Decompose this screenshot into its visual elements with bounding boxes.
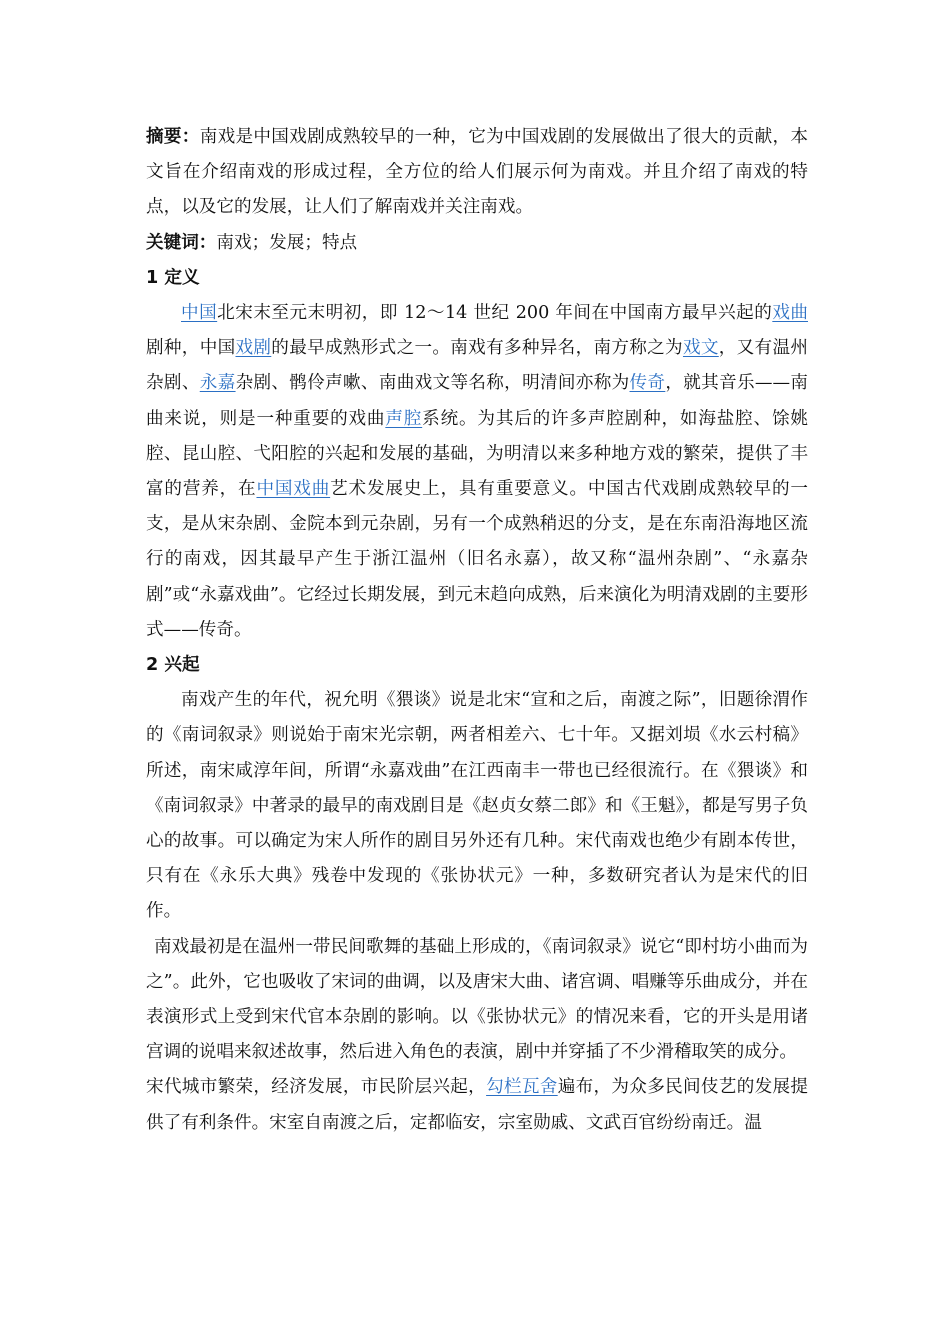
text-run: 宋代城市繁荣，经济发展，市民阶层兴起， <box>146 1077 487 1098</box>
section-2-heading: 2 兴起 <box>146 655 200 676</box>
text-run: 剧种，中国 <box>146 338 236 359</box>
link-zhongguo-xiqu[interactable]: 中国戏曲 <box>256 479 331 500</box>
keywords-text: 南戏；发展；特点 <box>216 232 358 253</box>
section-2-paragraph-3 <box>146 1070 808 1140</box>
text-run: 的最早成熟形式之一。南戏有多种异名，南方称之为 <box>271 338 683 359</box>
abstract-label: 摘要： <box>146 127 200 147</box>
text-run: 系统。为其后的许多声腔剧种，如海盐腔、馀姚腔、昆山腔、弋阳腔的兴起和发展的基础，为明清以来多种地方戏的繁荣，提供了丰富的营养，在 <box>146 408 808 500</box>
text-run: 杂剧、鹘伶声嗽、南曲戏文等名称，明清间亦称为 <box>235 373 630 394</box>
section-1-paragraph <box>146 296 808 648</box>
link-xiqu[interactable]: 戏曲 <box>772 303 808 324</box>
section-2-paragraph-2: 南戏最初是在温州一带民间歌舞的基础上形成的，《南词叙录》说它“即村坊小曲而为之”。此外，它也吸收了宋词的曲调，以及唐宋大曲、诸宫调、唱赚等乐曲成分，并在表演形式上受到宋代官本杂剧的影响。以《张协状元》的情况来看，它的开头是用诸宫调的说唱来叙述故事，然后进入角色的表演，剧中并穿插了不少滑稽取笑的成分。 <box>146 936 808 1063</box>
keywords-paragraph <box>146 226 808 261</box>
text-run: ，又有温州杂剧、 <box>146 338 808 394</box>
section-1-heading: 1 定义 <box>146 267 200 288</box>
link-goulan-washe[interactable]: 勾栏瓦舍 <box>486 1077 558 1098</box>
section-2-paragraph-1: 南戏产生的年代，祝允明《猥谈》说是北宋“宣和之后，南渡之际”，旧题徐渭作的《南词叙录》则说始于南宋光宗朝，两者相差六、七十年。又据刘埙《水云村稿》所述，南宋咸淳年间，所谓“永嘉戏曲”在江西南丰一带也已经很流行。在《猥谈》和《南词叙录》中著录的最早的南戏剧目是《赵贞女蔡二郎》和《王魁》，都是写男子负心的故事。可以确定为宋人所作的剧目另外还有几种。宋代南戏也绝少有剧本传世，只有在《永乐大典》残卷中发现的《张协状元》一种，多数研究者认为是宋代的旧作。 <box>146 690 808 922</box>
keywords-label: 关键词： <box>146 232 217 253</box>
link-xiwen[interactable]: 戏文 <box>682 338 719 359</box>
document-body <box>146 120 808 1141</box>
link-china[interactable]: 中国 <box>181 303 218 324</box>
text-run: 艺术发展史上，具有重要意义。中国古代戏剧成熟较早的一支，是从宋杂剧、金院本到元杂剧，另有一个成熟稍迟的分支，是在东南沿海地区流行的南戏，因其最早产生于浙江温州（旧名永嘉），故又称“温州杂剧”、“永嘉杂剧”或“永嘉戏曲”。它经过长期发展，到元末趋向成熟，后来演化为明清戏剧的主要形式——传奇。 <box>146 479 808 640</box>
text-run: 遍布，为众多民间伎艺的发展提供了有利条件。宋室自南渡之后，定都临安，宗室勋戚、文武百官纷纷南迁。温 <box>146 1077 808 1133</box>
link-shengqiang[interactable]: 声腔 <box>385 408 423 429</box>
link-chuanqi[interactable]: 传奇 <box>629 373 666 394</box>
text-run: ，就其音乐——南曲来说，则是一种重要的戏曲 <box>146 373 808 429</box>
text-run: 北宋末至元末明初，即 12～14 世纪 200 年间在中国南方最早兴起的 <box>217 303 773 324</box>
abstract-text: 南戏是中国戏剧成熟较早的一种，它为中国戏剧的发展做出了很大的贡献，本文旨在介绍南戏的形成过程，全方位的给人们展示何为南戏。并且介绍了南戏的特点，以及它的发展，让人们了解南戏并关注南戏。 <box>146 127 808 218</box>
link-xiju[interactable]: 戏剧 <box>235 338 272 359</box>
abstract-paragraph <box>146 120 808 226</box>
link-yongjia[interactable]: 永嘉 <box>199 373 236 394</box>
